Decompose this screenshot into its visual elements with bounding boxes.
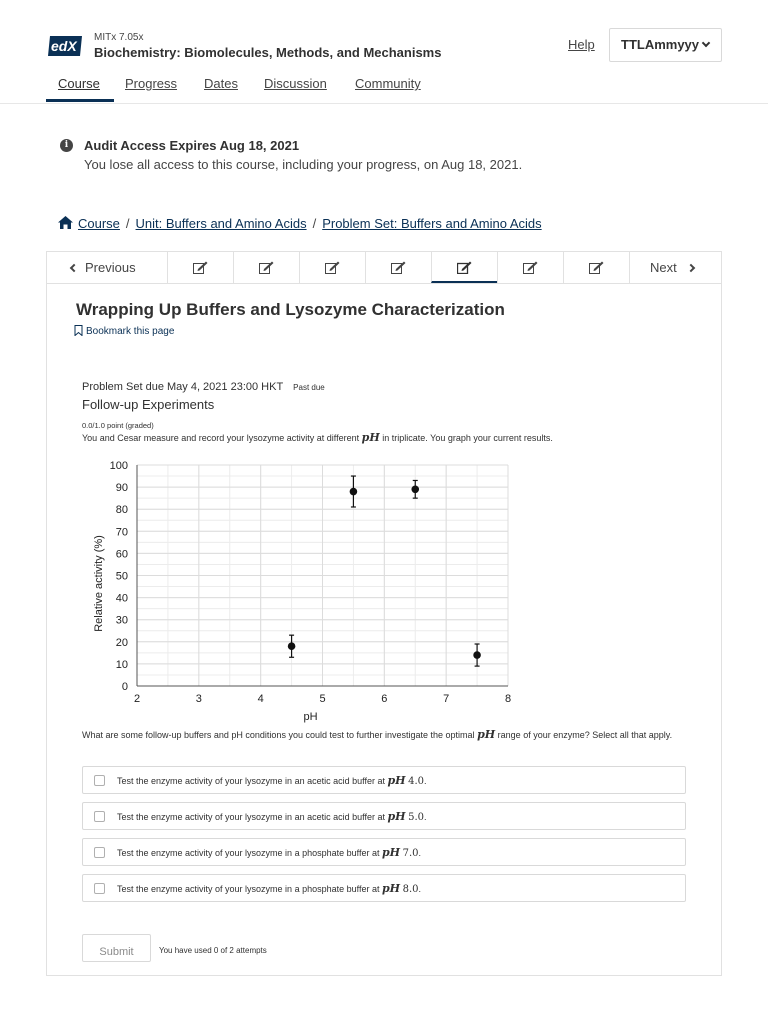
y-tick-label: 60 [115, 548, 128, 561]
prompt-math: pH [361, 431, 380, 444]
sequence-unit-5-active[interactable] [431, 252, 497, 283]
sequence-unit-3[interactable] [299, 252, 365, 283]
course-header [0, 0, 768, 104]
breadcrumb-course[interactable]: Course [78, 216, 120, 231]
edit-icon [259, 261, 274, 274]
alert-title: Audit Access Expires Aug 18, 2021 [84, 138, 300, 153]
y-tick-label: 70 [115, 526, 128, 539]
choice-value: 8.0 [402, 884, 419, 895]
next-label: Next [650, 260, 677, 275]
y-axis-label: Relative activity (%) [93, 535, 105, 632]
choice-text: Test the enzyme activity of your lysozyme in a phosphate buffer at [117, 884, 380, 894]
y-tick-label: 0 [121, 681, 128, 693]
y-tick-label: 40 [115, 592, 128, 605]
attempts-text: You have used 0 of 2 attempts [159, 946, 267, 955]
previous-label: Previous [85, 260, 136, 275]
unit-title: Wrapping Up Buffers and Lysozyme Characterization [76, 300, 505, 319]
choice-value: 7.0 [402, 848, 419, 859]
choice-checkbox[interactable] [94, 847, 105, 858]
question-math: pH [477, 728, 496, 741]
choice-ph-7[interactable] [82, 838, 686, 866]
choice-value: 5.0 [408, 812, 424, 823]
edit-icon [523, 261, 538, 274]
info-icon: i [60, 139, 73, 152]
tab-community[interactable]: Community [355, 76, 421, 91]
data-point [411, 486, 419, 494]
active-tab-indicator [46, 99, 114, 102]
choice-math: pH [381, 882, 401, 895]
choice-checkbox[interactable] [94, 775, 105, 786]
previous-button[interactable] [71, 252, 167, 283]
choice-ph-5[interactable] [82, 802, 686, 830]
course-name: Biochemistry: Biomolecules, Methods, and Mechanisms [94, 45, 442, 60]
question-text [82, 728, 690, 742]
y-tick-label: 90 [115, 482, 128, 495]
bookmark-icon [74, 325, 83, 336]
alert-text: You lose all access to this course, including your progress, on Aug 18, 2021. [84, 157, 523, 172]
choice-math: pH [387, 774, 406, 787]
y-tick-label: 100 [109, 460, 128, 472]
choice-text: Test the enzyme activity of your lysozyme in an acetic acid buffer at [117, 812, 385, 822]
activity-chart [86, 454, 516, 726]
due-date [82, 381, 325, 393]
choice-text: Test the enzyme activity of your lysozyme in a phosphate buffer at [117, 848, 380, 858]
data-point [473, 651, 481, 659]
edit-icon [589, 261, 604, 274]
bookmark-label: Bookmark this page [86, 326, 175, 337]
tab-course[interactable]: Course [58, 76, 100, 91]
tab-dates[interactable]: Dates [204, 76, 238, 91]
prompt-text-after: in triplicate. You graph your current results. [382, 433, 553, 443]
choice-checkbox[interactable] [94, 811, 105, 822]
sequence-unit-7[interactable] [563, 252, 629, 283]
breadcrumb [58, 216, 542, 231]
breadcrumb-problem-set[interactable]: Problem Set: Buffers and Amino Acids [322, 216, 542, 231]
choice-label: Test the enzyme activity of your lysozyme in an acetic acid buffer at pH 5.0. [117, 810, 427, 823]
choice-ph-8[interactable] [82, 874, 686, 902]
edx-logo[interactable] [46, 34, 84, 58]
choice-label: Test the enzyme activity of your lysozyme in an acetic acid buffer at pH 4.0. [117, 774, 427, 787]
chevron-right-icon [687, 264, 695, 272]
y-tick-label: 50 [115, 570, 128, 583]
chevron-left-icon [70, 264, 78, 272]
logo-text: edX [51, 38, 77, 54]
edit-icon [325, 261, 340, 274]
username: TTLAmmyyy [621, 37, 700, 52]
y-tick-label: 30 [115, 614, 128, 627]
x-tick-label: 3 [195, 693, 202, 705]
due-text: Problem Set due May 4, 2021 23:00 HKT [82, 381, 284, 393]
choice-value: 4.0 [408, 776, 424, 787]
y-tick-label: 80 [115, 504, 128, 517]
y-tick-label: 20 [115, 636, 128, 649]
x-tick-label: 6 [381, 693, 388, 705]
user-menu-button[interactable] [609, 28, 722, 62]
edit-icon [457, 261, 472, 274]
x-tick-label: 7 [443, 693, 450, 705]
chevron-down-icon [702, 39, 710, 47]
sequence-unit-4[interactable] [365, 252, 431, 283]
problem-points: 0.0/1.0 point (graded) [82, 421, 154, 430]
course-org: MITx 7.05x [94, 32, 144, 43]
breadcrumb-separator: / [312, 216, 317, 231]
problem-prompt [82, 431, 692, 444]
choice-checkbox[interactable] [94, 883, 105, 894]
x-tick-label: 4 [257, 693, 264, 705]
y-tick-label: 10 [115, 658, 128, 671]
data-point [350, 488, 358, 496]
prompt-text-before: You and Cesar measure and record your lysozyme activity at different [82, 433, 360, 443]
tab-progress[interactable]: Progress [125, 76, 178, 91]
sequence-unit-2[interactable] [233, 252, 299, 283]
help-link[interactable]: Help [568, 37, 595, 52]
submit-button[interactable]: Submit [82, 934, 151, 962]
x-tick-label: 8 [504, 693, 512, 705]
question-text-after: range of your enzyme? Select all that apply. [497, 730, 673, 740]
past-due-badge: Past due [293, 383, 325, 392]
edit-icon [391, 261, 406, 274]
edit-icon [193, 261, 208, 274]
choice-text: Test the enzyme activity of your lysozyme in an acetic acid buffer at [117, 776, 385, 786]
problem-title: Follow-up Experiments [82, 397, 215, 412]
sequence-unit-6[interactable] [497, 252, 563, 283]
data-point [288, 642, 296, 650]
home-icon [58, 216, 73, 229]
question-text-before: What are some follow-up buffers and pH conditions you could test to further investigate the optimal [82, 730, 475, 740]
sequence-navigation [46, 251, 722, 284]
next-button[interactable] [629, 252, 721, 283]
x-tick-label: 2 [133, 693, 141, 705]
choice-math: pH [381, 846, 401, 859]
x-tick-label: 5 [319, 693, 326, 705]
x-axis-label: pH [303, 711, 318, 723]
choice-label: Test the enzyme activity of your lysozyme in a phosphate buffer at pH 7.0. [117, 846, 422, 859]
choice-math: pH [387, 810, 406, 823]
sequence-unit-1[interactable] [167, 252, 233, 283]
breadcrumb-separator: / [125, 216, 130, 231]
bookmark-button[interactable] [74, 325, 174, 337]
choice-label: Test the enzyme activity of your lysozyme in a phosphate buffer at pH 8.0. [117, 882, 422, 895]
choice-ph-4[interactable] [82, 766, 686, 794]
tab-discussion[interactable]: Discussion [264, 76, 327, 91]
breadcrumb-unit[interactable]: Unit: Buffers and Amino Acids [135, 216, 307, 231]
